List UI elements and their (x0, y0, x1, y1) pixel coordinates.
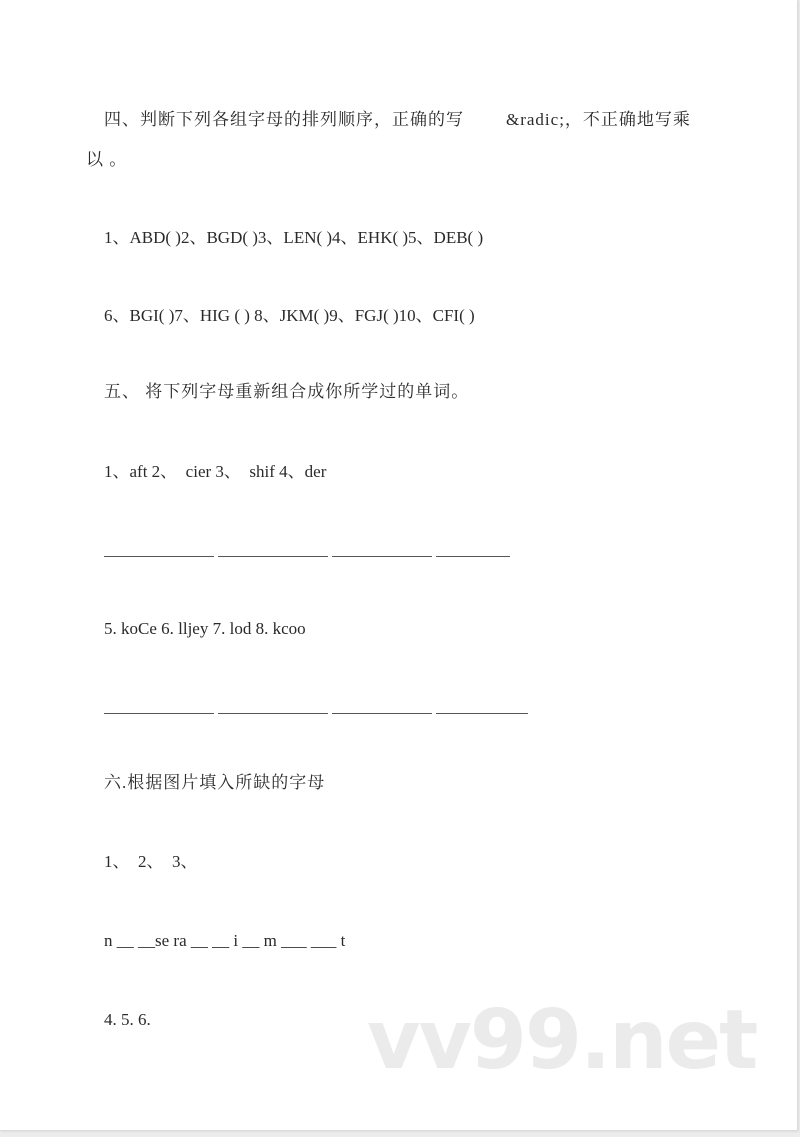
section5-row-2: 5. koCe 6. lljey 7. lod 8. kcoo (104, 619, 306, 638)
section4-heading-continued: 以 。 (86, 150, 128, 169)
section5-heading: 五、 将下列字母重新组合成你所学过的单词。 (104, 382, 470, 401)
answer-blank[interactable] (332, 556, 432, 557)
answer-blank[interactable] (218, 713, 328, 714)
section6-numbers-2: 4. 5. 6. (104, 1010, 151, 1029)
answer-blank[interactable] (436, 713, 528, 714)
watermark: vv99.net (367, 993, 757, 1088)
section4-row-1: 1、ABD( )2、BGD( )3、LEN( )4、EHK( )5、DEB( ) (104, 228, 484, 247)
section6-fill-row: n __ __se ra __ __ i __ m ___ ___ t (104, 931, 346, 950)
answer-blanks-2 (104, 713, 528, 714)
section4-heading: 四、判断下列各组字母的排列顺序，正确的写 &radic;，不正确地写乘 (104, 110, 691, 129)
answer-blanks-1 (104, 556, 510, 557)
answer-blank[interactable] (104, 713, 214, 714)
answer-blank[interactable] (332, 713, 432, 714)
section5-row-1: 1、aft 2、 cier 3、 shif 4、der (104, 462, 327, 481)
answer-blank[interactable] (436, 556, 510, 557)
section4-row-2: 6、BGI( )7、HIG ( ) 8、JKM( )9、FGJ( )10、CFI( ) (104, 306, 475, 325)
answer-blank[interactable] (104, 556, 214, 557)
section6-numbers-1: 1、 2、 3、 (104, 852, 198, 871)
section6-heading: 六.根据图片填入所缺的字母 (104, 773, 326, 792)
answer-blank[interactable] (218, 556, 328, 557)
